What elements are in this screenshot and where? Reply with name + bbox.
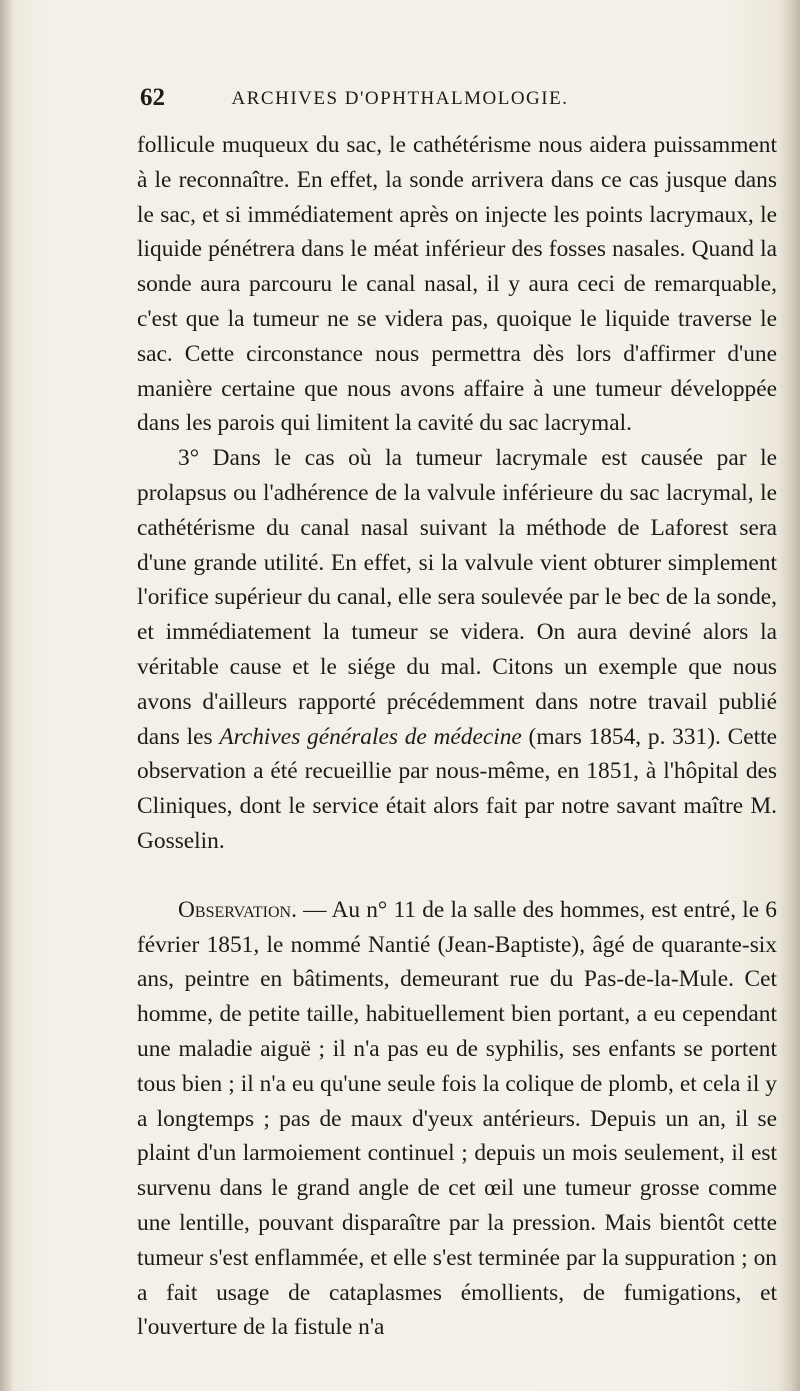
observation-text: — Au n° 11 de la salle des hommes, est entré, le 6 février 1851, le nommé Nantié (Jean-Baptiste), âgé de quarante-six ans, peintre en bâtiments, demeurant rue du Pas-de-la-Mule. Cet homme, de petite taille, habituellement bien portant, a eu cependant une maladie aiguë ; il n'a pas eu de syphilis, ses enfants se portent tous bien ; il n'a eu qu'une seule fois la colique de plomb, et cela il y a longtemps ; pas de maux d'yeux antérieurs. Depuis un an, il se plaint d'un larmoiement continuel ; depuis un mois seulement, il est survenu dans le grand angle de cet œil une tumeur grosse comme une lentille, pouvant disparaître par la pression. Mais bientôt cette tumeur s'est enflammée, et elle s'est terminée par la suppuration ; on a fait usage de cataplasmes émollients, de fumigations, et l'ouverture de la fistule n'a [137, 896, 777, 1341]
journal-title: Archives générales de médecine [219, 723, 522, 750]
paragraph-2-text-end: (mars 1854, p. 331). Cette observation a été recueillie par nous-même, en 1851, à l'hôpital des Cliniques, dont le service était alors fait par notre savant maître M. Gosselin. [137, 723, 777, 854]
page-edge-shadow [778, 0, 800, 1391]
paragraph-1: follicule muqueux du sac, le cathétérisme nous aidera puissamment à le reconnaître. En effet, la sonde arrivera dans ce cas jusque dans le sac, et si immédiatement après on injecte les points lacrymaux, le liquide pénétrera dans le méat inférieur des fosses nasales. Quand la sonde aura parcouru le canal nasal, il y aura ceci de remarquable, c'est que la tumeur ne se videra pas, quoique le liquide traverse le sac. Cette circonstance nous permettra dès lors d'affirmer d'une manière certaine que nous avons affaire à une tumeur développée dans les parois qui limitent la cavité du sac lacrymal. [137, 132, 777, 437]
paragraph-2-text: 3° Dans le cas où la tumeur lacrymale est causée par le prolapsus ou l'adhérence de la valvule inférieure du sac lacrymal, le cathétérisme du canal nasal suivant la méthode de Laforest sera d'une grande utilité. En effet, si la valvule vient obturer simplement l'orifice supérieur du canal, elle sera soulevée par le bec de la sonde, et immédiatement la tumeur se videra. On aura deviné alors la véritable cause et le siége du mal. Citons un exemple que nous avons d'ailleurs rapporté précédemment dans notre travail publié dans les [137, 445, 777, 750]
observation-paragraph [137, 893, 777, 1345]
running-title: ARCHIVES D'OPHTHALMOLOGIE. [231, 88, 569, 109]
paragraph-spacer [137, 859, 777, 893]
observation-label: Observation. [178, 896, 297, 923]
body-text [137, 128, 777, 1345]
page-gutter-shadow [0, 0, 14, 1391]
page-header [140, 84, 660, 120]
paragraph-2 [137, 441, 777, 859]
page-number: 62 [140, 84, 165, 111]
